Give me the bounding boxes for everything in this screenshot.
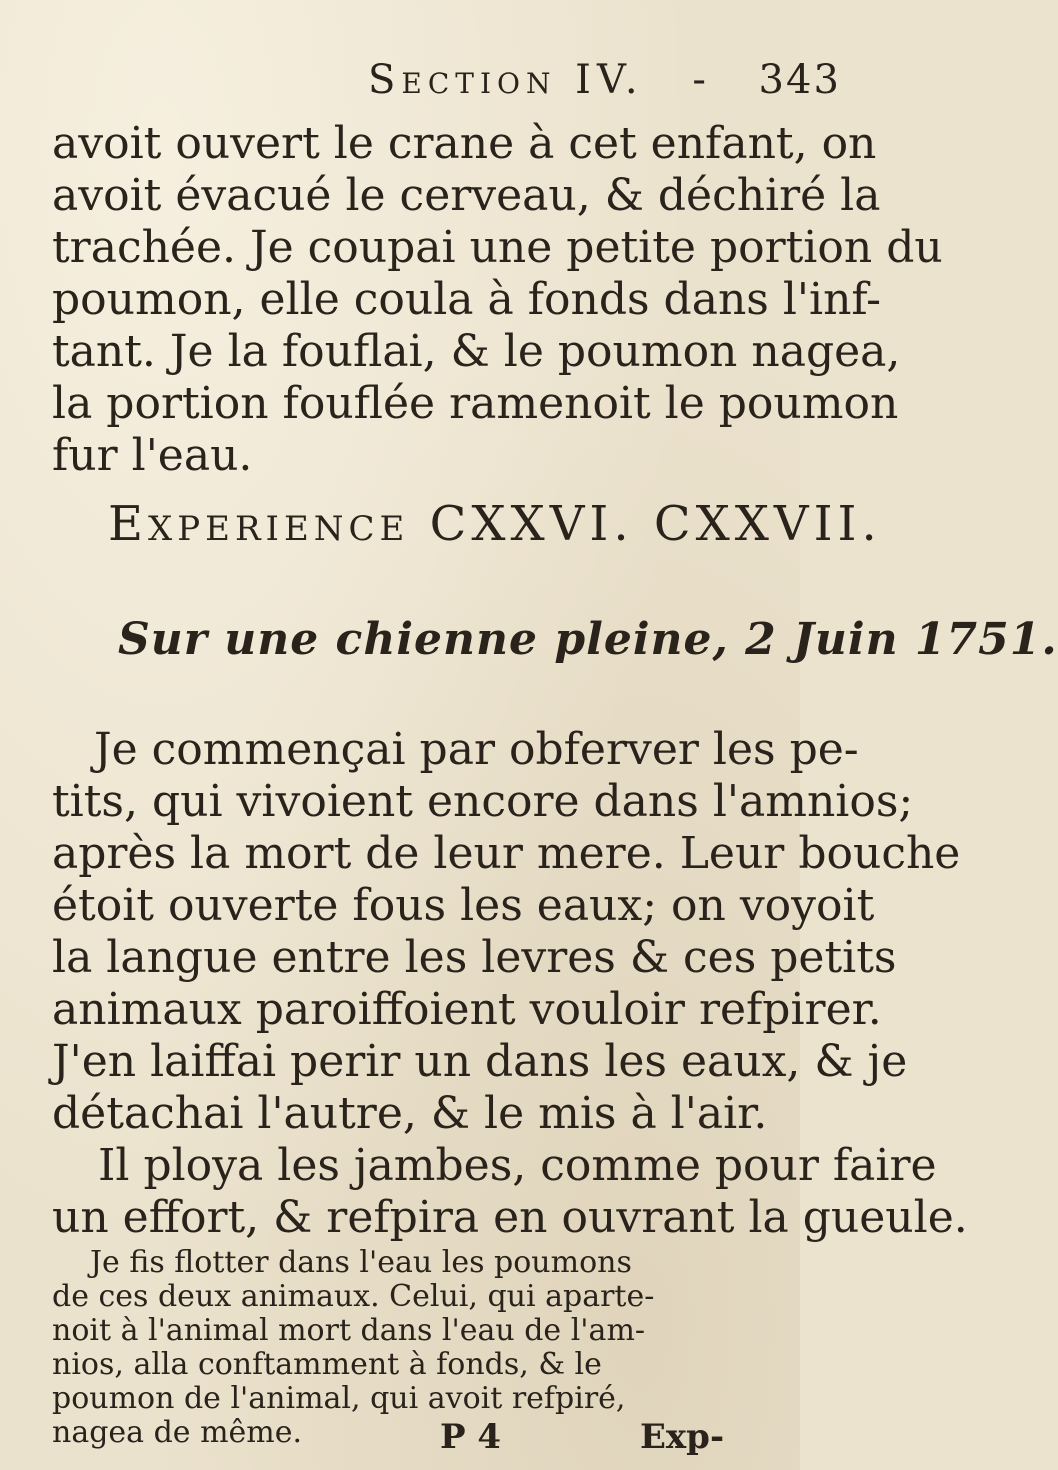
catchword: Exp- — [640, 1417, 725, 1457]
text-line: noit à l'animal mort dans l'eau de l'am- — [52, 1313, 646, 1348]
text-line: trachée. Je coupai une petite portion du — [52, 222, 943, 273]
experience-title: Experience CXXVI. CXXVII. — [108, 496, 882, 552]
text-line: de ces deux animaux. Celui, qui aparte- — [52, 1279, 655, 1314]
text-line: nagea de même. — [52, 1415, 303, 1450]
text-line: la portion fouflée ramenoit le poumon — [52, 378, 899, 429]
text-line: poumon, elle coula à fonds dans l'inf- — [52, 274, 882, 325]
text-line: détachai l'autre, & le mis à l'air. — [52, 1088, 768, 1139]
text-line: J'en laiffai perir un dans les eaux, & je — [52, 1036, 908, 1087]
signature-mark: P 4 — [440, 1417, 502, 1457]
text-line: après la mort de leur mere. Leur bouche — [52, 828, 961, 879]
text-line: fur l'eau. — [52, 430, 253, 481]
text-line: Il ploya les jambes, comme pour faire — [98, 1140, 937, 1191]
header-page-number: 343 — [758, 57, 841, 103]
text-line: la langue entre les levres & ces petits — [52, 932, 897, 983]
header-section: Section IV. — [368, 57, 644, 103]
running-header — [368, 57, 841, 103]
text-line: tant. Je la fouflai, & le poumon nagea, — [52, 326, 901, 377]
text-line: avoit évacué le cerveau, & déchiré la — [52, 170, 881, 221]
text-line: étoit ouverte fous les eaux; on voyoit — [52, 880, 875, 931]
text-line: un effort, & refpira en ouvrant la gueule. — [52, 1192, 968, 1243]
text-line: avoit ouvert le crane à cet enfant, on — [52, 118, 877, 169]
experience-subtitle: Sur une chienne pleine, 2 Juin 1751. — [118, 614, 1058, 665]
text-line: animaux paroiffoient vouloir refpirer. — [52, 984, 882, 1035]
header-separator: - — [692, 57, 708, 103]
text-line: Je fis flotter dans l'eau les poumons — [90, 1245, 632, 1280]
text-line: tits, qui vivoient encore dans l'amnios; — [52, 776, 914, 827]
text-line: poumon de l'animal, qui avoit refpiré, — [52, 1381, 626, 1416]
text-line-opening: Je commençai par obferver les pe- — [94, 724, 859, 775]
text-line: nios, alla conftamment à fonds, & le — [52, 1347, 602, 1382]
